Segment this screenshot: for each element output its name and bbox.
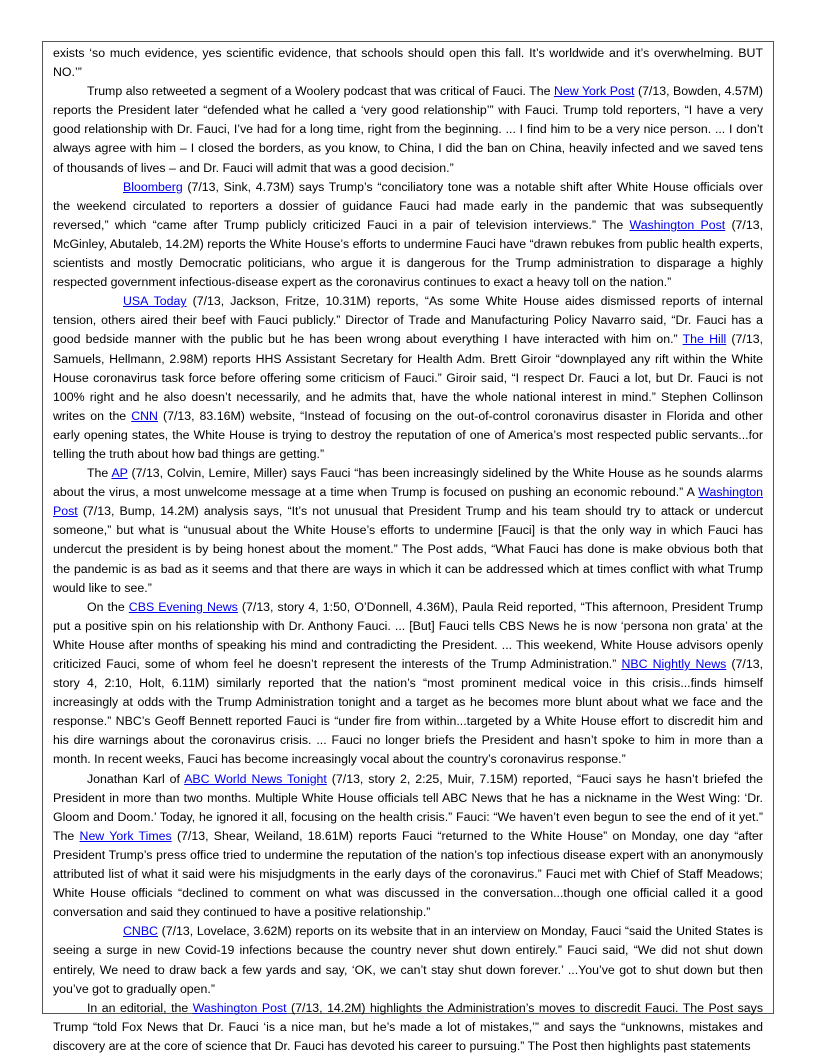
source-link[interactable]: Washington Post (629, 217, 726, 232)
paragraph-p4 (53, 292, 763, 464)
source-link[interactable]: New York Post (553, 84, 635, 99)
source-link[interactable]: CBS Evening News (128, 599, 238, 614)
source-link[interactable]: USA Today (123, 294, 187, 309)
body-text: exists ‘so much evidence, yes scientific evidence, that schools should open this fall. It’s worldwide and it’s overwhelming. BUT NO.’” (53, 46, 763, 80)
source-link[interactable]: The Hill (682, 332, 727, 347)
body-text: (7/13, Samuels, Hellmann, 2.98M) reports HHS Assistant Secretary for Health Adm. Brett Giroir “downplayed any rift within the White House coronavirus task force before offering some criticism of Fauci.” Giroir said, “I respect Dr. Fauci a lot, but Dr. Fauci is not 100% right and he also doesn’t necessarily, and he admits that, have the whole national interest in mind.” Stephen Collinson writes on the (53, 332, 763, 423)
body-text: Jonathan Karl of (87, 771, 185, 786)
paragraph-p9 (53, 999, 763, 1056)
body-text: (7/13, 83.16M) website, “Instead of focusing on the out-of-control coronavirus disaster in Florida and other early opening states, the White House is trying to destroy the reputation of one of America’s most respected public servants...for telling the truth about how bad things are getting.” (53, 408, 763, 461)
body-text: (7/13, Colvin, Lemire, Miller) says Fauci “has been increasingly sidelined by the White House as he sounds alarms about the virus, a most unwelcome message at a time when Trump is focused on pushing an economic rebound.” A (53, 466, 763, 500)
body-text: (7/13, Bowden, 4.57M) reports the President later “defended what he called a ‘very good relationship’” with Fauci. Trump told reporters, “I have a very good relationship with Dr. Fauci, I’ve had for a long time, right from the beginning. ... I find him to be a very nice person. ... I don’t always agree with him – I closed the borders, as you know, to China, I did the ban on China, heavily infected and we saved tens of thousands of lives – and Dr. Fauci will admit that was a good decision.” (53, 84, 764, 175)
source-link[interactable]: Washington Post (53, 485, 763, 519)
body-text: (7/13, McGinley, Abutaleb, 14.2M) reports the White House’s efforts to undermine Fauci have “drawn rebukes from public health experts, scientists and mostly Democratic politicians, who argue it is dangerous for the Trump administration to disparage a highly respected government infectious-disease expert as the coronavirus continues to exact a heavy toll on the nation.” (53, 217, 764, 290)
document-body (53, 44, 763, 1056)
paragraph-p6 (53, 598, 763, 770)
body-text: On the (87, 599, 129, 614)
paragraph-p8 (53, 922, 763, 998)
source-link[interactable]: New York Times (79, 828, 172, 843)
source-link[interactable]: ABC World News Tonight (184, 771, 327, 786)
body-text: Trump also retweeted a segment of a Woolery podcast that was critical of Fauci. The (87, 84, 554, 99)
paragraph-p2 (53, 82, 763, 177)
source-link[interactable]: NBC Nightly News (621, 657, 727, 671)
paragraph-p5 (53, 464, 763, 598)
body-text: (7/13, story 2, 2:25, Muir, 7.15M) reported, “Fauci says he hasn’t briefed the President in more than two months. Multiple White House officials tell ABC News that he has a nickname in the West Wing: ‘Dr. Gloom and Doom.’ Today, he ignored it all, focusing on the health crisis.” Fauci: “We haven’t even begun to see the end of it yet.” The (53, 771, 763, 843)
paragraph-p3 (53, 178, 763, 293)
body-text: The (87, 466, 112, 481)
paragraph-p1 (53, 44, 763, 82)
body-text: (7/13, Lovelace, 3.62M) reports on its website that in an interview on Monday, Fauci “said the United States is seeing a surge in new Covid-19 infections because the country never shut down entirely.” Fauci said, “We did not shut down entirely, We need to draw back a few yards and say, ‘OK, we can’t stay shut down forever.’ ...You’ve got to shut down but then you’ve got to gradually open.” (53, 924, 763, 996)
body-text: (7/13, story 4, 2:10, Holt, 6.11M) similarly reported that the nation’s “most prominent medical voice in this crisis...finds himself increasingly at odds with the Trump Administration tonight and a target as he becomes more blunt about what we face and the response.” NBC’s Geoff Bennett reported Fauci is “under fire from within...targeted by a White House effort to discredit him and his dire warnings about the coronavirus crisis. ... Fauci no longer briefs the President and hasn’t spoke to him in more than a month. In recent weeks, Fauci has become increasingly vocal about the country’s coronavirus response.” (53, 657, 763, 767)
source-link[interactable]: CNN (131, 408, 158, 423)
body-text: (7/13, Bump, 14.2M) analysis says, “It’s not unusual that President Trump and his team should try to attack or undercut someone,” but what is “unusual about the White House’s efforts to undermine [Fauci] is that the only way in which Fauci has undercut the president is by being honest about the moment.” The Post adds, “What Fauci has done is make obvious both that the pandemic is as bad as it seems and that there are ways in which it can be addressed which at times conflict with what Trump would like to see.” (53, 504, 763, 595)
source-link[interactable]: AP (111, 466, 128, 481)
body-text: (7/13, 14.2M) highlights the Administration’s moves to discredit Fauci. The Post says Trump “told Fox News that Dr. Fauci ‘is a nice man, but he’s made a lot of mistakes,’” and says the “unknowns, mistakes and discovery are at the core of science that Dr. Fauci has devoted his career to pursuing.” The Post then highlights past statements (53, 1000, 763, 1053)
body-text: (7/13, Jackson, Fritze, 10.31M) reports, “As some White House aides dismissed reports of internal tension, others aired their beef with Fauci publicly.” Director of Trade and Manufacturing Policy Navarro said, “Dr. Fauci has a good bedside manner with the public but he has been wrong about everything I have interacted with him on.” (53, 294, 764, 347)
body-text: In an editorial, the (87, 1000, 193, 1015)
body-text: (7/13, story 4, 1:50, O’Donnell, 4.36M), Paula Reid reported, “This afternoon, President Trump put a positive spin on his relationship with Dr. Anthony Fauci. ... [But] Fauci tells CBS News he is now ‘persona non grata’ at the White House after months of speaking his mind and contradicting the President. ... This weekend, White House advisors openly criticized Fauci, some of whom feel he doesn’t represent the interests of the Trump Administration.” (53, 599, 763, 671)
paragraph-p7 (53, 770, 763, 923)
source-link[interactable]: CNBC (123, 924, 158, 939)
body-text: (7/13, Sink, 4.73M) says Trump’s “conciliatory tone was a notable shift after White House officials over the weekend circulated to reporters a dossier of guidance Fauci had made early in the pandemic that was subsequently reversed,” which “came after Trump publicly criticized Fauci in a pair of television interviews.” The (53, 179, 763, 232)
source-link[interactable]: Bloomberg (123, 179, 183, 194)
source-link[interactable]: Washington Post (192, 1000, 287, 1015)
body-text: (7/13, Shear, Weiland, 18.61M) reports Fauci “returned to the White House” on Monday, one day “after President Trump’s press office tried to undermine the reputation of the nation’s top infectious disease expert with an anonymously attributed list of what it said were his misjudgments in the early days of the coronavirus.” Fauci met with Chief of Staff Meadows; White House officials “declined to comment on what was discussed in the conversation...though one official called it a good conversation and said they continued to have a positive relationship.” (53, 828, 764, 920)
